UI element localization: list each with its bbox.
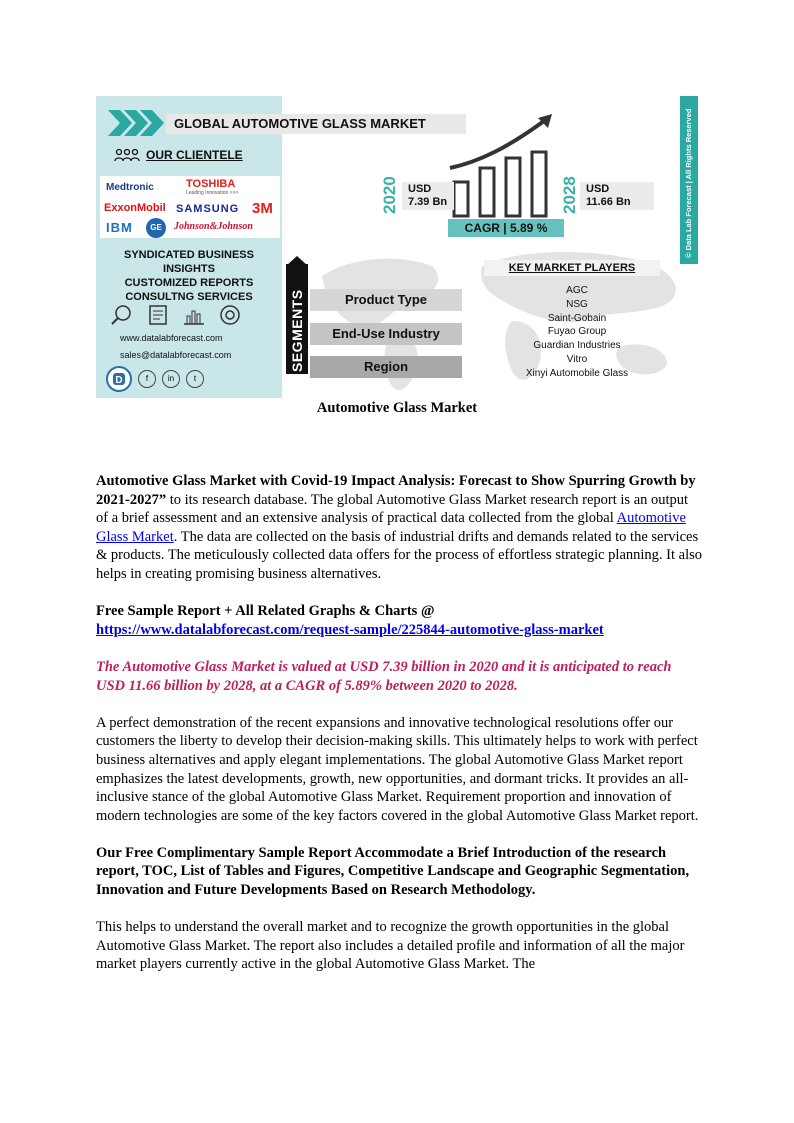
intro-headline: Automotive Glass Market with Covid-19 Impact Analysis: Forecast to Show Spurring Growth by 2021-2027”	[96, 473, 696, 508]
services-list	[96, 248, 282, 304]
value-end-box	[580, 182, 654, 210]
clientele-heading	[114, 148, 243, 162]
key-player-item: NSG	[566, 298, 588, 310]
medtronic-logo: Medtronic	[106, 182, 154, 193]
market-value-highlight: The Automotive Glass Market is valued at USD 7.39 billion in 2020 and it is anticipated to reach USD 11.66 billion by 2028, at a CAGR of 5.89% between 2020 to 2028.	[96, 658, 672, 694]
brand-logo-icon	[106, 366, 132, 392]
chevron-arrows-icon	[108, 110, 166, 136]
year-start-label: 2020	[380, 176, 399, 214]
people-icon	[114, 148, 140, 162]
facebook-icon[interactable]: f	[138, 370, 156, 388]
segment-end-use-industry: End-Use Industry	[310, 323, 462, 345]
service-line: INSIGHTS	[163, 263, 215, 275]
linkedin-icon[interactable]: in	[162, 370, 180, 388]
twitter-icon[interactable]: t	[186, 370, 204, 388]
figure-caption: Automotive Glass Market	[316, 400, 478, 416]
infographic-title: GLOBAL AUTOMOTIVE GLASS MARKET	[166, 114, 466, 134]
complimentary-sample-paragraph: Our Free Complimentary Sample Report Accommodate a Brief Introduction of the research report, TOC, List of Tables and Figures, Competitive Landscape and Geographic Segmentation, Innovation and Future Developments Based on Research Methodology.	[96, 844, 690, 899]
sample-report-link[interactable]: https://www.datalabforecast.com/request-sample/225844-automotive-glass-market	[96, 621, 604, 638]
sample-report-paragraph	[96, 602, 702, 639]
key-player-item: Fuyao Group	[547, 326, 607, 338]
service-icons-row	[110, 304, 242, 326]
key-players-list	[484, 284, 670, 381]
value-start-currency: USD	[408, 183, 432, 195]
value-start-box	[402, 182, 454, 210]
intro-text-b: . The data are collected on the basis of industrial drifts and demands related to the services & products. The meticulously collected data offers for the process of effortless strategic planning. It also helps in creating promising business alternatives.	[96, 528, 703, 582]
value-start: 7.39 Bn	[408, 196, 448, 208]
copyright-watermark: © Data Lab Forecast | All Rights Reserved	[684, 108, 693, 258]
website-text: www.datalabforecast.com	[120, 333, 223, 343]
cagr-badge: CAGR | 5.89 %	[448, 219, 564, 237]
intro-paragraph	[96, 472, 702, 584]
segment-product-type: Product Type	[310, 289, 462, 311]
ge-logo: GE	[146, 218, 166, 238]
sample-report-label: Free Sample Report + All Related Graphs & Charts @	[96, 603, 435, 620]
key-player-item: Vitro	[566, 353, 588, 365]
lifebuoy-icon	[218, 304, 242, 326]
ibm-logo: IBM	[106, 220, 133, 235]
segment-region: Region	[310, 356, 462, 378]
3m-logo: 3M	[252, 200, 273, 217]
bar-chart-icon	[182, 304, 206, 326]
demonstration-paragraph: A perfect demonstration of the recent expansions and innovative technological resolutions offer our customers the liberty to develop their decision-making skills. This ultimately helps to work with perfect business alternatives and apply elegant implementations. The global Automotive Glass Market report emphasizes the latest developments, growth, new opportunities, and dormant tricks. It provides an all-inclusive stance of the global Automotive Glass Market. Requirement proportion and innovation of modern technologies are some of the key factors covered in the global Automotive Glass Market report.	[96, 714, 699, 824]
key-player-item: Saint-Gobain	[547, 312, 607, 324]
year-end-label: 2028	[560, 176, 579, 214]
service-line: SYNDICATED BUSINESS	[124, 249, 254, 261]
clientele-label: OUR CLIENTELE	[146, 148, 243, 162]
value-end-currency: USD	[586, 183, 610, 195]
service-line: CONSULTNG SERVICES	[125, 291, 253, 303]
samsung-logo: SAMSUNG	[176, 203, 240, 215]
growth-opportunities-paragraph: This helps to understand the overall market and to recognize the growth opportunities in the global Automotive Glass Market. The report also includes a detailed profile and information of all the major market players currently active in the global Automotive Glass Market. The	[96, 919, 685, 973]
social-icons-row	[106, 366, 204, 392]
key-players-title: KEY MARKET PLAYERS	[484, 260, 660, 276]
intro-text-a: to its research database. The global Automotive Glass Market research report is an output of a brief assessment and an extensive analysis of practical data collected from the global	[96, 491, 689, 527]
magnifier-icon	[110, 304, 134, 326]
email-text: sales@datalabforecast.com	[120, 350, 232, 360]
key-player-item: Guardian Industries	[533, 340, 621, 352]
key-player-item: AGC	[566, 285, 588, 296]
svg-text:D: D	[115, 375, 123, 386]
article-body	[96, 472, 702, 993]
johnson-johnson-logo: Johnson&Johnson	[174, 221, 253, 232]
market-link[interactable]: Automotive Glass Market	[96, 510, 686, 545]
value-end: 11.66 Bn	[586, 196, 631, 208]
segments-label: SEGMENTS	[289, 289, 305, 372]
service-line: CUSTOMIZED REPORTS	[124, 277, 254, 289]
infographic-banner	[96, 96, 700, 398]
growth-bar-chart-graphic	[448, 112, 564, 220]
toshiba-logo: TOSHIBA	[186, 178, 236, 190]
document-icon	[146, 304, 170, 326]
key-player-item: Xinyi Automobile Glass	[525, 367, 629, 379]
toshiba-tagline: Leading Innovation >>>	[186, 190, 239, 196]
exxonmobil-logo: ExxonMobil	[104, 202, 166, 214]
